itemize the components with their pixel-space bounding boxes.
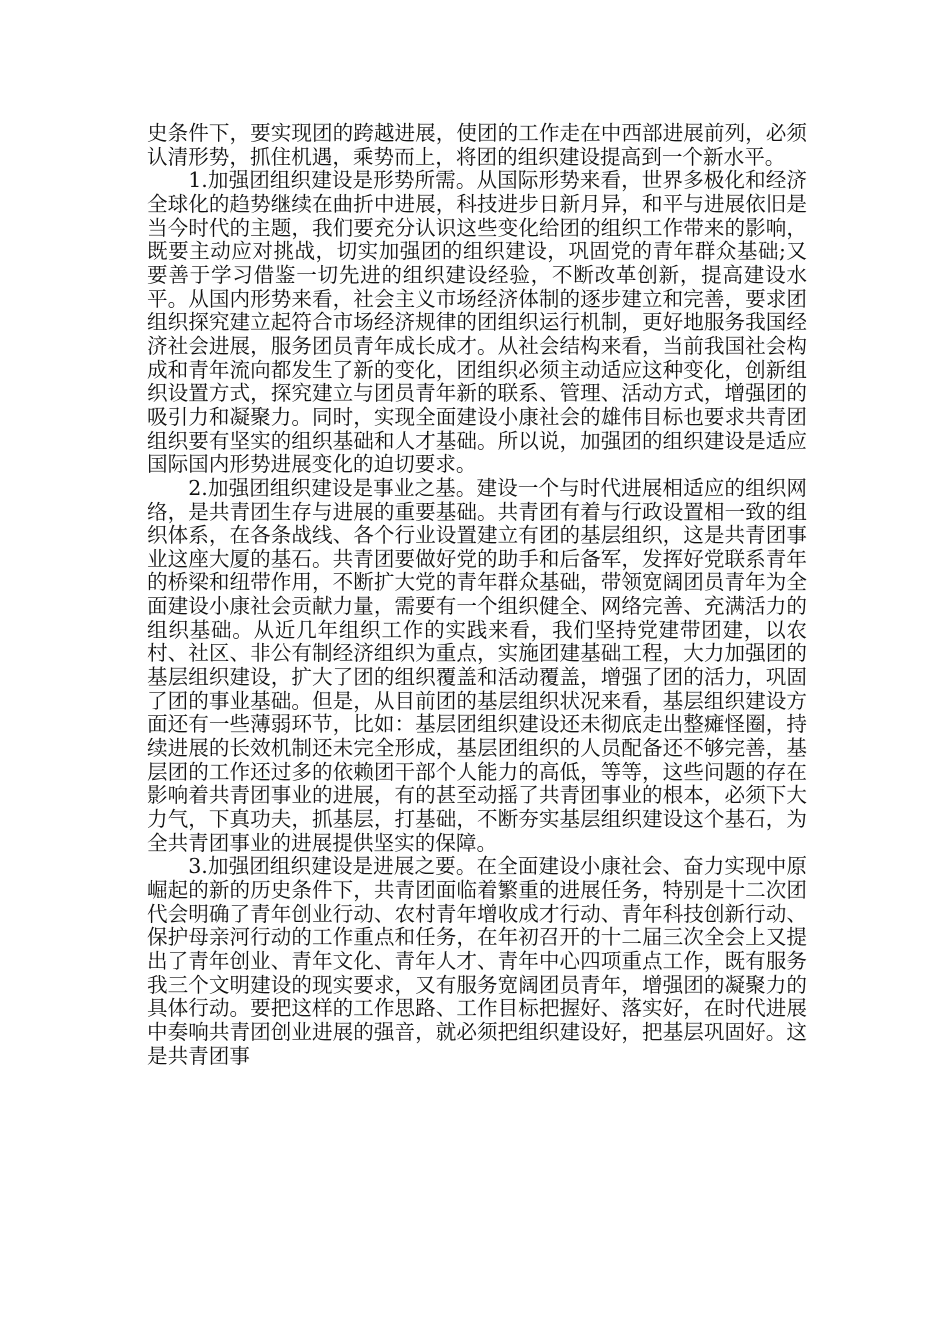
paragraph-1-situation: 1.加强团组织建设是形势所需。从国际形势来看，世界多极化和经济全球化的趋势继续在曲折中进展，科技进步日新月异，和平与进展依旧是当今时代的主题，我们要充分认识这些变化给团的组织工作带来的影响，既要主动应对挑战，切实加强团的组织建设，巩固党的青年群众基础;又要善于学习借鉴一切先进的组织建设经验，不断改革创新，提高建设水平。从国内形势来看，社会主义市场经济体制的逐步建立和完善，要求团组织探究建立起符合市场经济规律的团组织运行机制，更好地服务我国经济社会进展，服务团员青年成长成才。从社会结构来看，当前我国社会构成和青年流向都发生了新的变化，团组织必须主动适应这种变化，创新组织设置方式，探究建立与团员青年新的联系、管理、活动方式，增强团的吸引力和凝聚力。同时，实现全面建设小康社会的雄伟目标也要求共青团组织要有坚实的组织基础和人才基础。所以说，加强团的组织建设是适应国际国内形势进展变化的迫切要求。 (147, 168, 807, 477)
paragraph-continuation: 史条件下，要实现团的跨越进展，使团的工作走在中西部进展前列，必须认清形势，抓住机遇，乘势而上，将团的组织建设提高到一个新水平。 (147, 121, 807, 169)
paragraph-3-development: 3.加强团组织建设是进展之要。在全面建设小康社会、奋力实现中原崛起的新的历史条件下，共青团面临着繁重的进展任务，特别是十二次团代会明确了青年创业行动、农村青年增收成才行动、青年科技创新行动、保护母亲河行动的工作重点和任务，在年初召开的十二届三次全会上又提出了青年创业、青年文化、青年人才、青年中心四项重点工作，既有服务我三个文明建设的现实要求，又有服务宽阔团员青年，增强团的凝聚力的具体行动。要把这样的工作思路、工作目标把握好、落实好，在时代进展中奏响共青团创业进展的强音，就必须把组织建设好，把基层巩固好。这是共青团事 (147, 854, 807, 1068)
paragraph-2-foundation: 2.加强团组织建设是事业之基。建设一个与时代进展相适应的组织网络，是共青团生存与进展的重要基础。共青团有着与行政设置相一致的组织体系，在各条战线、各个行业设置建立有团的基层组织，这是共青团事业这座大厦的基石。共青团要做好党的助手和后备军，发挥好党联系青年的桥梁和纽带作用，不断扩大党的青年群众基础，带领宽阔团员青年为全面建设小康社会贡献力量，需要有一个组织健全、网络完善、充满活力的组织基础。从近几年组织工作的实践来看，我们坚持党建带团建，以农村、社区、非公有制经济组织为重点，实施团建基础工程，大力加强团的基层组织建设，扩大了团的组织覆盖和活动覆盖，增强了团的活力，巩固了团的事业基础。但是，从目前团的基层组织状况来看，基层组织建设方面还有一些薄弱环节，比如：基层团组织建设还未彻底走出整瘫怪圈，持续进展的长效机制还未完全形成，基层团组织的人员配备还不够完善，基层团的工作还过多的依赖团干部个人能力的高低，等等，这些问题的存在影响着共青团事业的进展，有的甚至动摇了共青团事业的根本，必须下大力气，下真功夫，抓基层，打基础，不断夯实基层组织建设这个基石，为全共青团事业的进展提供坚实的保障。 (147, 475, 807, 855)
document-body (147, 122, 807, 1068)
